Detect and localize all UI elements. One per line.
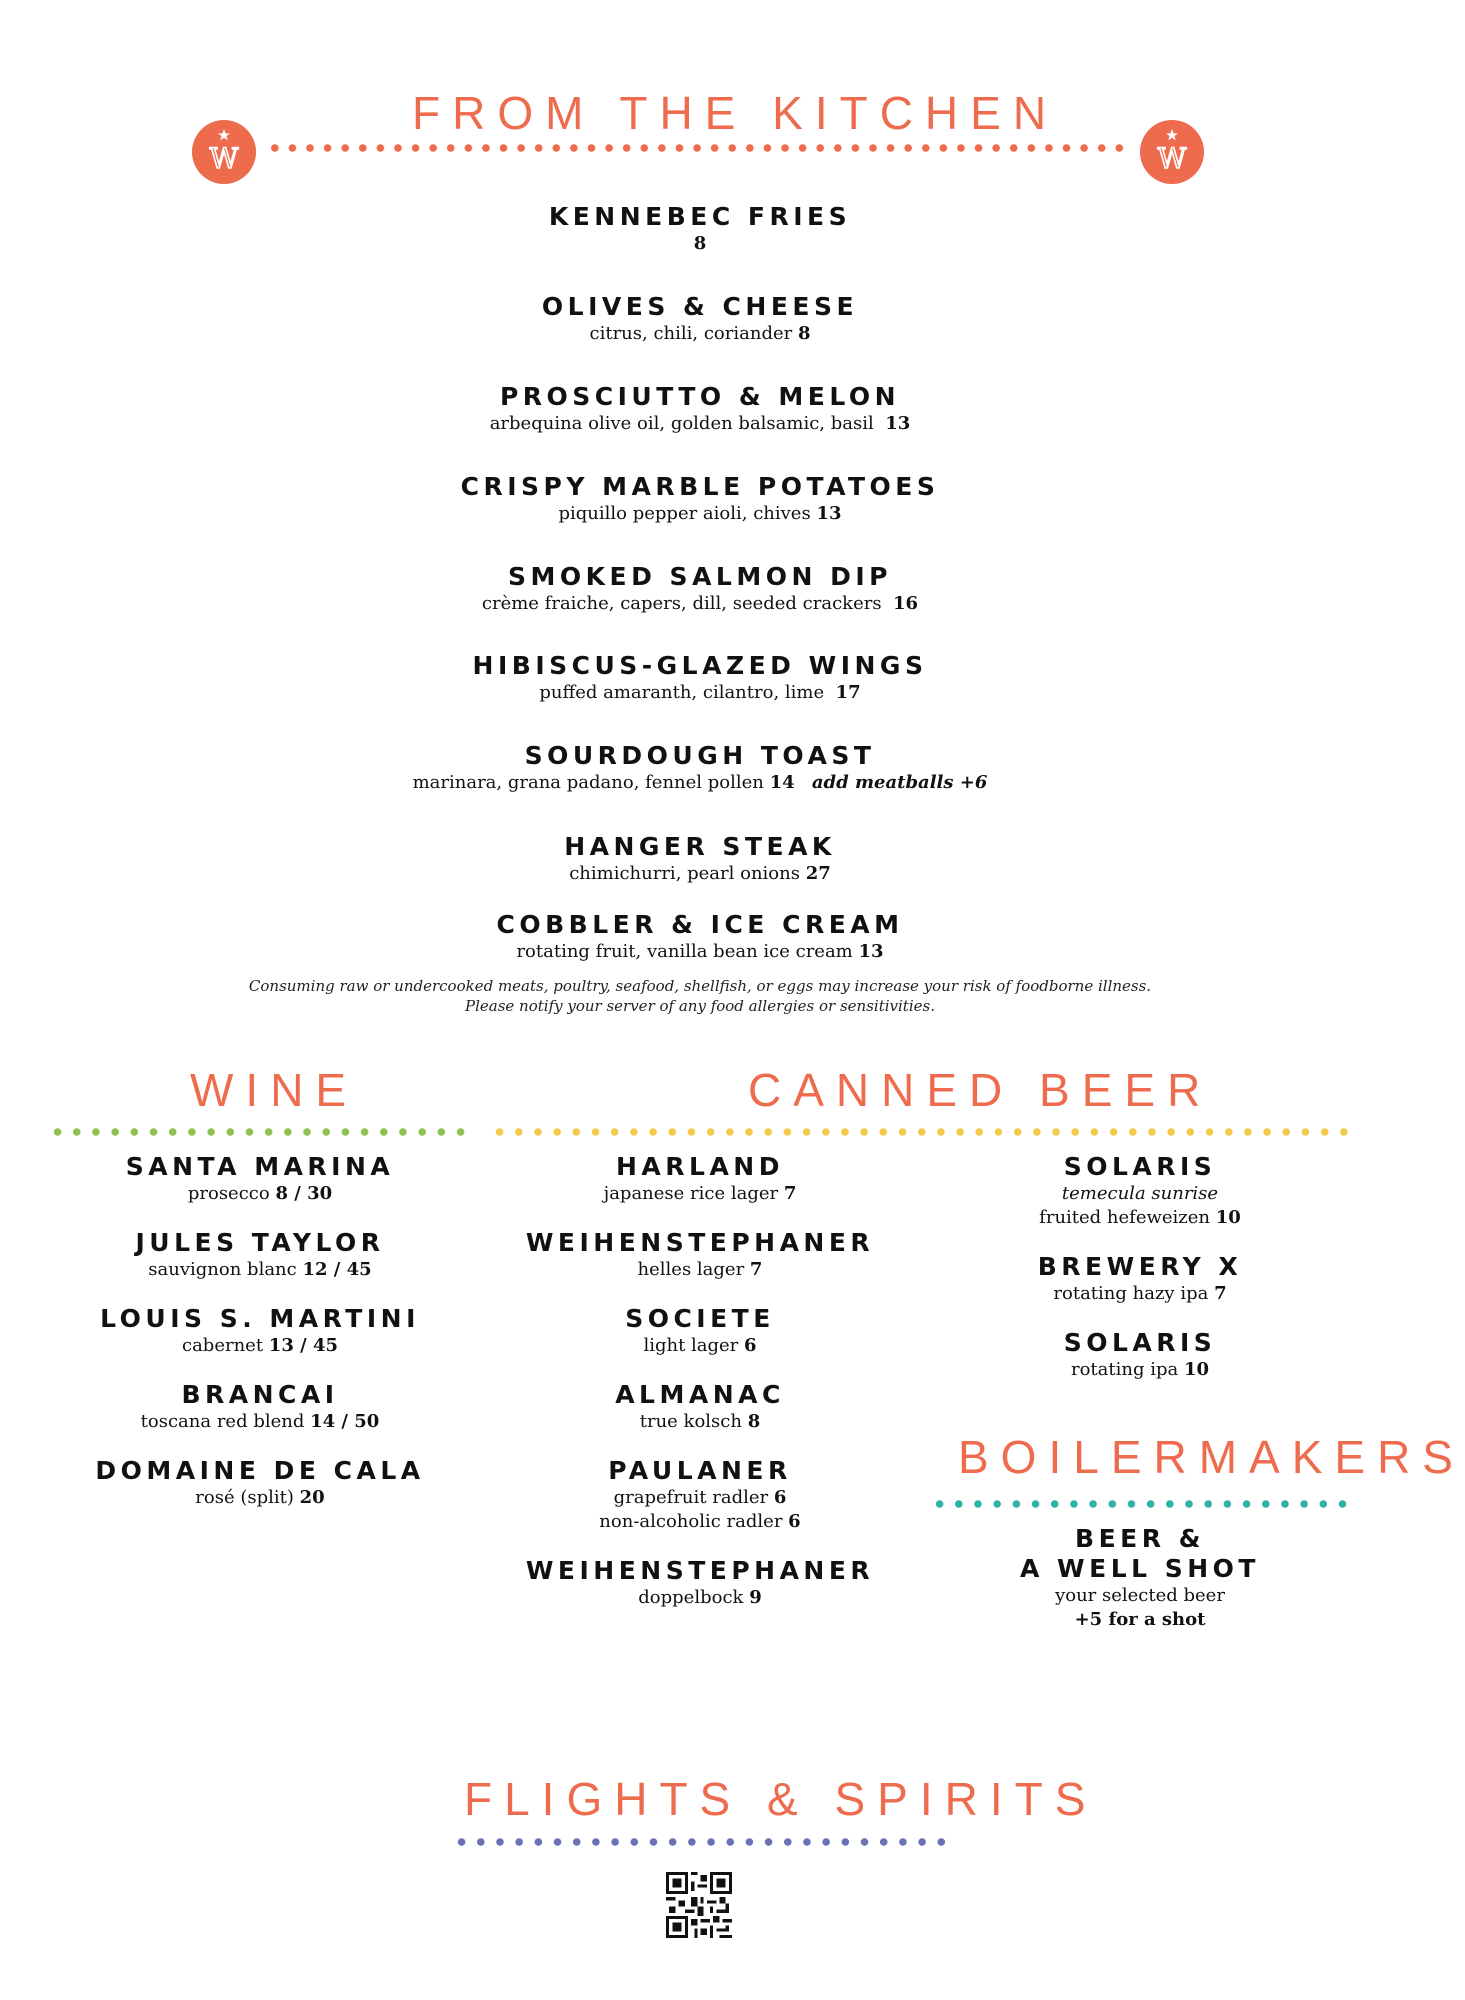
- item-desc: japanese rice lager 7: [603, 1183, 797, 1204]
- item-desc: prosecco 8 / 30: [187, 1183, 333, 1204]
- menu-item: [0, 562, 1400, 616]
- wine-item: [60, 1152, 460, 1206]
- item-desc: fruited hefeweizen 10: [1039, 1207, 1241, 1228]
- item-desc: grapefruit radler 6: [613, 1487, 787, 1508]
- item-name: JULES TAYLOR: [135, 1228, 385, 1257]
- item-name: SOCIETE: [625, 1304, 775, 1333]
- wine-item: [60, 1228, 460, 1282]
- item-desc: sauvignon blanc 12 / 45: [148, 1259, 372, 1280]
- wine-divider: [48, 1128, 472, 1136]
- svg-text:W: W: [209, 142, 239, 175]
- item-desc: cabernet 13 / 45: [181, 1335, 339, 1356]
- item-name: HANGER STEAK: [564, 832, 836, 861]
- beer-item: [500, 1228, 900, 1282]
- item-name: WEIHENSTEPHANER: [525, 1556, 875, 1585]
- item-name: BRANCAI: [181, 1380, 339, 1409]
- item-style: temecula sunrise: [1061, 1183, 1219, 1204]
- item-desc: crème fraiche, capers, dill, seeded crackers 16: [481, 593, 919, 614]
- wine-item: [60, 1456, 460, 1510]
- item-price: 8: [693, 233, 707, 254]
- beer-list-left: [500, 1152, 900, 1632]
- item-desc: piquillo pepper aioli, chives 13: [558, 503, 842, 524]
- food-safety-notice: Consuming raw or undercooked meats, poultry, seafood, shellfish, or eggs may increase your risk of foodborne illness. Please notify your server of any food allergies or sensitivities.: [248, 977, 1152, 1015]
- beer-item: [940, 1252, 1340, 1306]
- boilermakers-divider: [930, 1500, 1354, 1508]
- item-name: PAULANER: [608, 1456, 792, 1485]
- item-desc: arbequina olive oil, golden balsamic, basil 13: [489, 413, 911, 434]
- w-star-logo-icon: [192, 120, 256, 184]
- item-name: LOUIS S. MARTINI: [100, 1304, 420, 1333]
- menu-item: [0, 292, 1400, 346]
- item-name: SOLARIS: [1063, 1328, 1217, 1357]
- menu-item: [0, 202, 1400, 256]
- item-name: CRISPY MARBLE POTATOES: [460, 472, 940, 501]
- menu-item: [0, 472, 1400, 526]
- flights-spirits-title: FLIGHTS & SPIRITS: [464, 1773, 1098, 1825]
- beer-item: [500, 1556, 900, 1610]
- item-name: SOLARIS: [1063, 1152, 1217, 1181]
- item-desc: doppelbock 9: [638, 1587, 762, 1608]
- item-desc: rosé (split) 20: [195, 1487, 325, 1508]
- menu-item: [0, 910, 1400, 964]
- item-name: WEIHENSTEPHANER: [525, 1228, 875, 1257]
- beer-item: [500, 1380, 900, 1434]
- flights-divider: [452, 1838, 948, 1846]
- item-name: OLIVES & CHEESE: [541, 292, 859, 321]
- wine-title: WINE: [190, 1064, 359, 1116]
- item-desc: true kolsch 8: [639, 1411, 761, 1432]
- item-desc: chimichurri, pearl onions 27: [569, 863, 831, 884]
- menu-item: [0, 832, 1400, 886]
- menu-item: [0, 382, 1400, 436]
- item-desc: rotating fruit, vanilla bean ice cream 13: [516, 941, 884, 962]
- svg-text:W: W: [1157, 142, 1187, 175]
- menu-item: [0, 651, 1400, 705]
- item-price: +5 for a shot: [1074, 1609, 1206, 1630]
- item-name: HIBISCUS-GLAZED WINGS: [472, 651, 928, 680]
- menu-item: [0, 741, 1400, 795]
- canned-beer-title: CANNED BEER: [748, 1064, 1213, 1116]
- beer-item: [940, 1152, 1340, 1230]
- beer-divider: [490, 1128, 1354, 1136]
- item-desc: marinara, grana padano, fennel pollen 14 add meatballs +6: [412, 772, 988, 793]
- item-name: HARLAND: [616, 1152, 784, 1181]
- beer-item: [500, 1456, 900, 1534]
- item-desc: non-alcoholic radler 6: [599, 1511, 801, 1532]
- item-name: PROSCIUTTO & MELON: [499, 382, 901, 411]
- item-desc: rotating hazy ipa 7: [1053, 1283, 1227, 1304]
- kitchen-divider: [266, 144, 1130, 152]
- boilermaker-item: [940, 1524, 1340, 1632]
- beer-item: [500, 1152, 900, 1206]
- w-star-logo-icon: [1140, 120, 1204, 184]
- qr-code-icon[interactable]: [666, 1872, 732, 1938]
- kitchen-title: FROM THE KITCHEN: [412, 87, 1059, 139]
- item-name: SANTA MARINA: [125, 1152, 395, 1181]
- item-name: BREWERY X: [1037, 1252, 1243, 1281]
- beer-item: [500, 1304, 900, 1358]
- item-desc: toscana red blend 14 / 50: [140, 1411, 380, 1432]
- wine-item: [60, 1380, 460, 1434]
- boilermakers-title: BOILERMAKERS: [958, 1431, 1465, 1483]
- item-name: SMOKED SALMON DIP: [508, 562, 892, 591]
- item-desc: helles lager 7: [637, 1259, 763, 1280]
- item-name: KENNEBEC FRIES: [548, 202, 852, 231]
- beer-item: [940, 1328, 1340, 1382]
- item-name: BEER &: [1075, 1524, 1205, 1553]
- item-name: A WELL SHOT: [1019, 1554, 1260, 1583]
- item-name: COBBLER & ICE CREAM: [496, 910, 904, 939]
- item-name: SOURDOUGH TOAST: [524, 741, 876, 770]
- item-desc: light lager 6: [643, 1335, 757, 1356]
- item-desc: rotating ipa 10: [1070, 1359, 1210, 1380]
- item-name: DOMAINE DE CALA: [95, 1456, 425, 1485]
- wine-list: [60, 1152, 460, 1532]
- item-desc: your selected beer: [1055, 1585, 1225, 1606]
- beer-list-right: [940, 1152, 1340, 1404]
- wine-item: [60, 1304, 460, 1358]
- item-desc: citrus, chili, coriander 8: [589, 323, 811, 344]
- item-extra: add meatballs +6: [811, 772, 988, 793]
- item-name: ALMANAC: [615, 1380, 785, 1409]
- item-desc: puffed amaranth, cilantro, lime 17: [539, 682, 861, 703]
